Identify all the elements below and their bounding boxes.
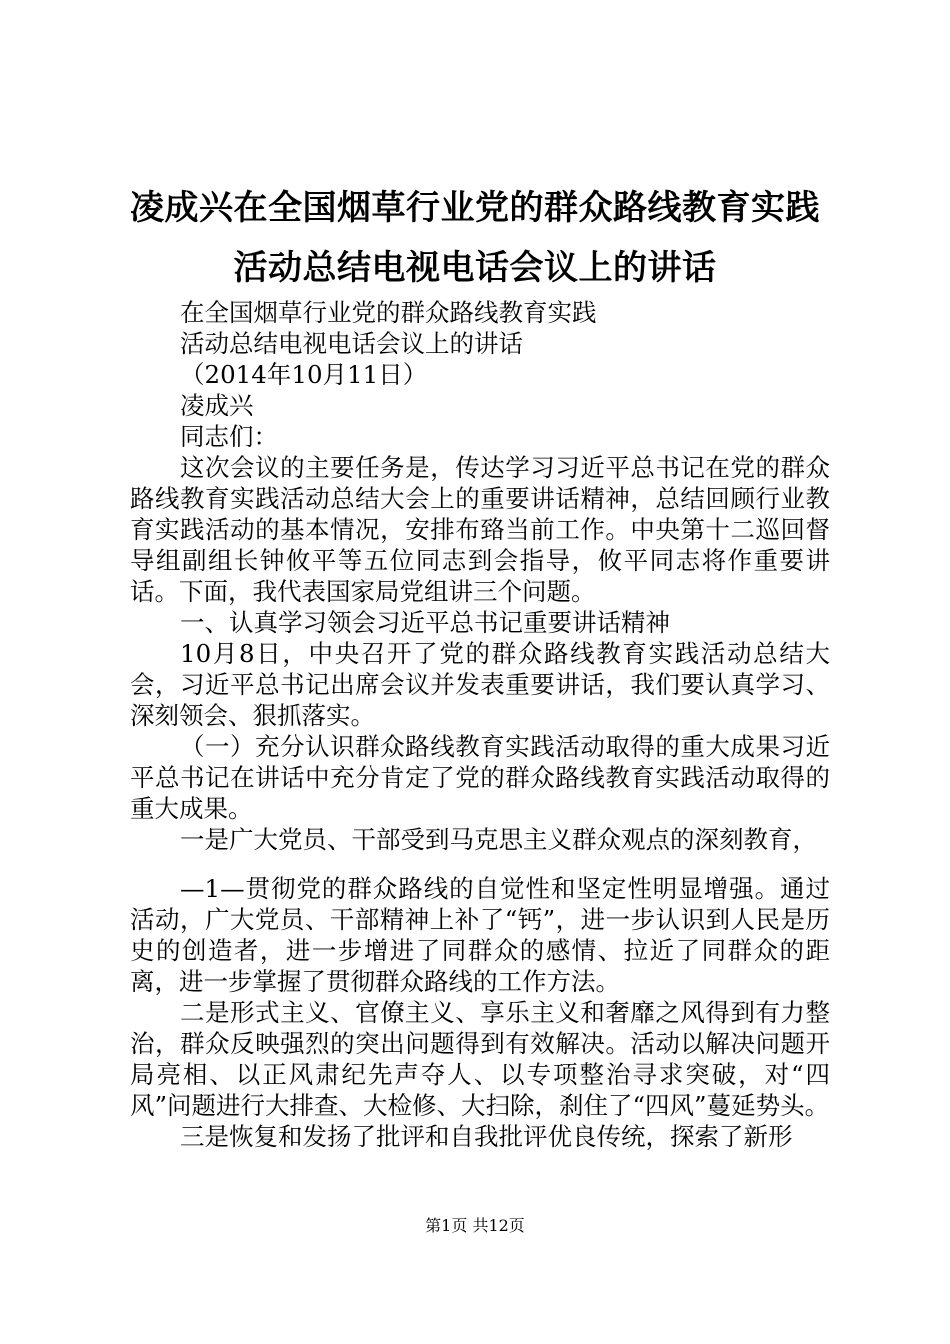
paragraph: 这次会议的主要任务是，传达学习习近平总书记在党的群众路线教育实践活动总结大会上的重要讲话精神，总结回顾行业教育实践活动的基本情况，安排布臵当前工作。中央第十二巡回督导组副组长钟攸平等五位同志到会指导，攸平同志将作重要讲话。下面，我代表国家局党组讲三个问题。 bbox=[130, 453, 830, 606]
subtitle-line1: 在全国烟草行业党的群众路线教育实践 bbox=[180, 298, 597, 327]
document-body-bottom bbox=[130, 873, 830, 1152]
document-body-top bbox=[130, 297, 830, 855]
speech-date: （2014年10月11日） bbox=[180, 360, 428, 389]
document-title-line2: 活动总结电视电话会议上的讲话 bbox=[233, 248, 717, 288]
document-title-line1: 凌成兴在全国烟草行业党的群众路线教育实践 bbox=[130, 188, 820, 228]
salutation: 同志们： bbox=[180, 422, 278, 451]
speech-author: 凌成兴 bbox=[180, 391, 254, 420]
paragraph: —1—贯彻党的群众路线的自觉性和坚定性明显增强。通过活动，广大党员、干部精神上补了“钙”，进一步认识到人民是历史的创造者，进一步增进了同群众的感情、拉近了同群众的距离，进一步掌握了贯彻群众路线的工作方法。 bbox=[130, 874, 830, 996]
paragraph: 一是广大党员、干部受到马克思主义群众观点的深刻教育， bbox=[180, 825, 817, 854]
subsection-paragraph: （一）充分认识群众路线教育实践活动取得的重大成果习近平总书记在讲话中充分肯定了党的群众路线教育实践活动取得的重大成果。 bbox=[130, 732, 830, 823]
subtitle-line2: 活动总结电视电话会议上的讲话 bbox=[180, 329, 523, 358]
paragraph: 10月8日，中央召开了党的群众路线教育实践活动总结大会，习近平总书记出席会议并发表重要讲话，我们要认真学习、深刻领会、狠抓落实。 bbox=[130, 639, 830, 730]
paragraph: 二是形式主义、官僚主义、享乐主义和奢靡之风得到有力整治，群众反映强烈的突出问题得到有效解决。活动以解决问题开局亮相、以正风肃纪先声夺人、以专项整治寻求突破，对“四风”问题进行大排查、大检修、大扫除，刹住了“四风”蔓延势头。 bbox=[130, 998, 830, 1120]
page-footer: 第1页 共12页 bbox=[425, 1216, 525, 1235]
section-heading: 一、认真学习领会习近平总书记重要讲话精神 bbox=[180, 608, 670, 637]
paragraph: 三是恢复和发扬了批评和自我批评优良传统，探索了新形 bbox=[180, 1122, 793, 1151]
